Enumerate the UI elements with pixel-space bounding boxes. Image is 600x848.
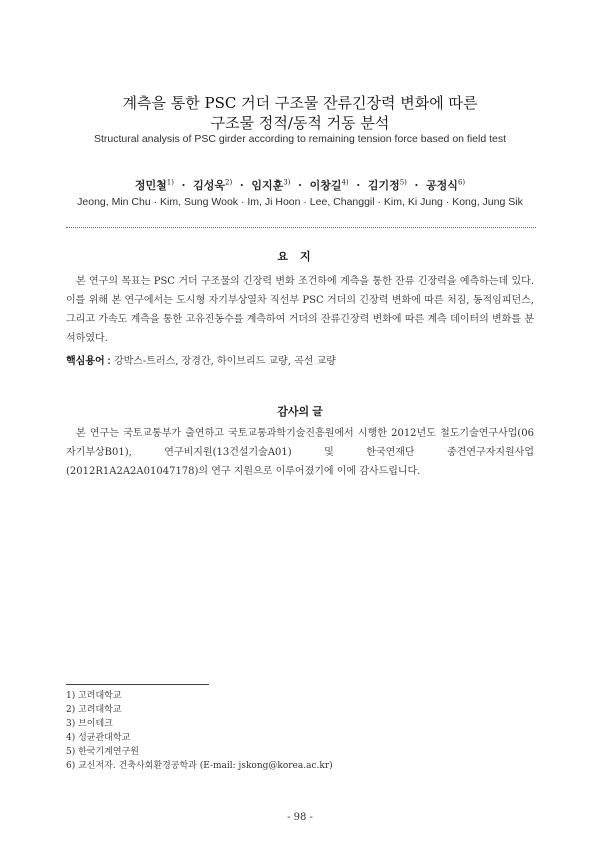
authors-korean: 정민철$^{1)}$ · 김성욱$^{2)}$ · 임지훈$^{3)}$ · 이창길$^{4)}$ · 김기정$^{5)}$ · 공정식$^{6)}$	[134, 178, 466, 192]
authors-english: Jeong, Min Chu · Kim, Sung Wook · Im, Ji Hoon · Lee, Changgil · Kim, Ki Jung · Kong, Jung Sik	[77, 196, 523, 208]
footnote-5: 5) 한국기계연구원	[66, 747, 139, 757]
title-english: Structural analysis of PSC girder according to remaining tension force based on field test	[93, 133, 507, 145]
abstract-body: 본 연구의 목표는 PSC 거더 구조물의 긴장력 변화 조건하에 계측을 통한 잔류 긴장력을 예측하는데 있다. 이를 위해 본 연구에서는 도시형 자기부상열차 직선부 PSC 거더의 긴장력 변화에 따른 처짐, 동적임피던스, 그리고 가속도 계측을 통한 고유진동수를 계측하여 거더의 잔류긴장력 변화에 따른 계측 데이터의 변화를 분석하였다.	[66, 276, 534, 344]
page-number: - 98 -	[287, 812, 313, 823]
title-korean-line-1: 계측을 통한 PSC 거더 구조물 잔류긴장력 변화에 따른	[122, 94, 478, 112]
keywords-label: 핵심용어 :	[66, 356, 111, 367]
author: 공정식$^{6)}$	[426, 178, 466, 192]
acknowledgement-body: 본 연구는 국토교통부가 출연하고 국토교통과학기술진흥원에서 시행한 2012년도 철도기술연구사업(06자기부상B01), 연구비지원(13건설기술A01) 및 한국연재단 중견연구자지원사업(2012R1A2A2A01047178)의 연구 지원으로 이루어졌기에 이에 감사드립니다.	[66, 428, 534, 477]
abstract-heading: 요지	[277, 251, 323, 263]
footnote-2: 2) 고려대학교	[66, 705, 122, 715]
footnote-6: 6) 교신저자. 건축사회환경공학과 (E-mail: jskong@korea.ac.kr)	[66, 761, 333, 771]
footnote-1: 1) 고려대학교	[66, 691, 122, 701]
footnote-3: 3) 브이테크	[66, 719, 113, 729]
acknowledgement-heading: 감사의 글	[277, 406, 323, 418]
keywords	[66, 352, 534, 367]
author: 정민철$^{1)}$	[134, 178, 174, 192]
title-korean-line-2: 구조물 정적/동적 거동 분석	[210, 114, 390, 132]
footnote-rule	[66, 684, 209, 685]
author: 김기정$^{5)}$	[367, 178, 407, 192]
author: 임지훈$^{3)}$	[251, 178, 291, 192]
author: 이창길$^{4)}$	[309, 178, 349, 192]
footnotes	[66, 689, 333, 773]
dotted-divider	[66, 227, 536, 228]
author: 김성욱$^{2)}$	[193, 178, 233, 192]
footnote-4: 4) 성균관대학교	[66, 733, 131, 743]
keywords-value: 강박스-트러스, 장경간, 하이브리드 교량, 곡선 교량	[113, 356, 336, 367]
